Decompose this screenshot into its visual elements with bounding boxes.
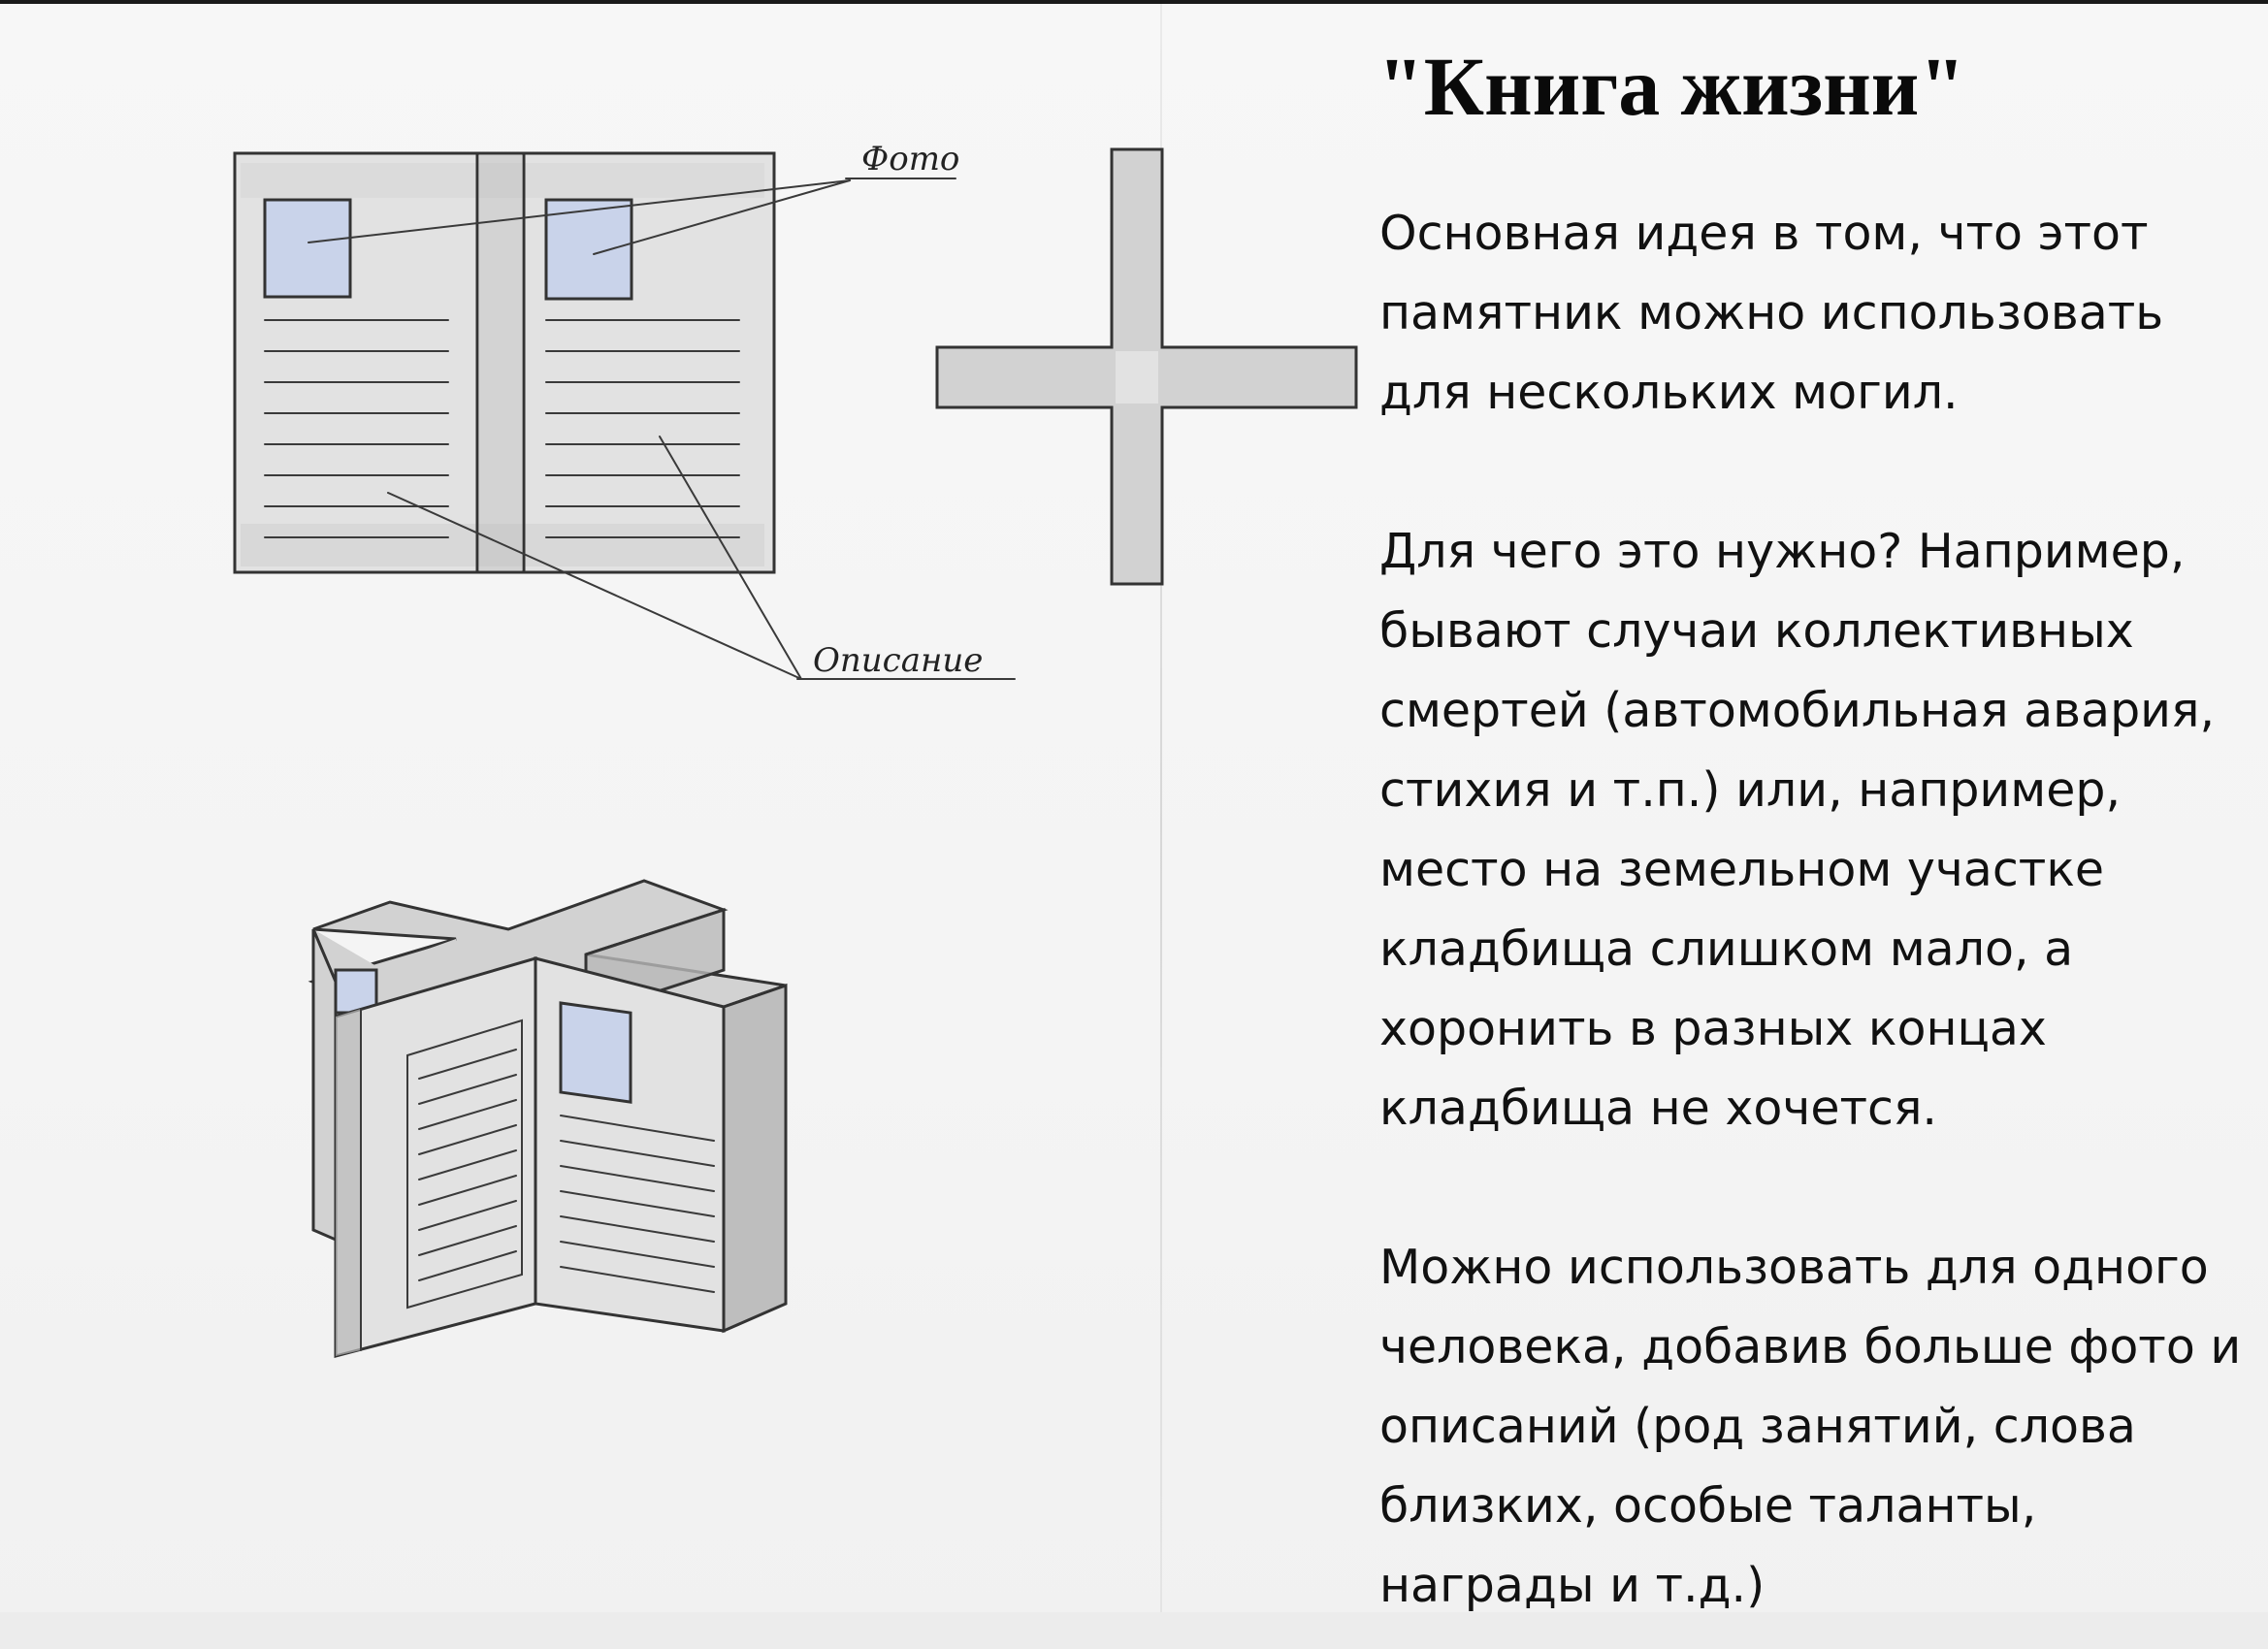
- paragraph-main-idea: Основная идея в том, что этот памятник можно использовать для нескольких могил.: [1379, 206, 2164, 420]
- page-title: "Книга жизни": [1377, 40, 1966, 133]
- top-view-cross: [937, 149, 1356, 584]
- perspective-view: [312, 881, 786, 1356]
- description-text: [1379, 194, 2252, 1626]
- label-description: Описание: [813, 641, 984, 680]
- paragraph-purpose: Для чего это нужно? Например, бывают случаи коллективных смертей (автомобильная авария, стихия и т.п.) или, например, место на земельном участке кладбища слишком мало, а хоронить в разных концах кладбища не хочется.: [1379, 524, 2216, 1136]
- paragraph-single-person: Можно использовать для одного человека, добавив больше фото и описаний (род занятий, слова близких, особые таланты, награды и т.д.): [1379, 1240, 2242, 1613]
- label-photo: Фото: [861, 140, 960, 178]
- front-view-book: [235, 140, 1015, 680]
- photo-frame-left: [265, 200, 350, 297]
